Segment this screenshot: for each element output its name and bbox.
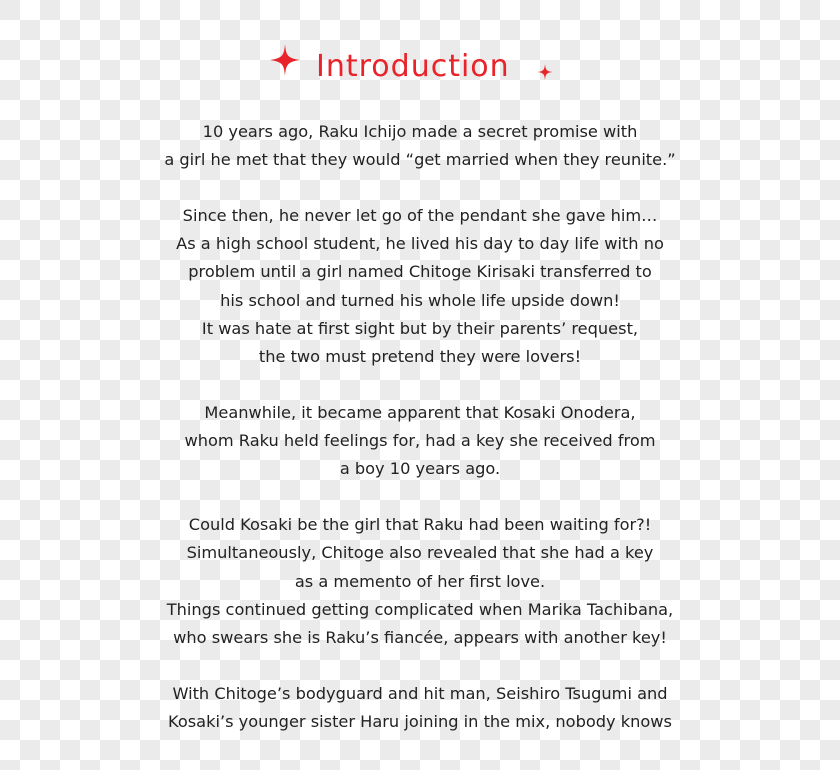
paragraph [0, 399, 840, 483]
text-line: his school and turned his whole life upside down! [220, 290, 620, 310]
text-line: Things continued getting complicated when Marika Tachibana, [166, 599, 674, 619]
text-line: a boy 10 years ago. [339, 459, 501, 479]
text-line: With Chitoge’s bodyguard and hit man, Seishiro Tsugumi and [172, 683, 668, 703]
text-line: the two must pretend they were lovers! [258, 346, 582, 366]
intro-body [0, 118, 840, 764]
paragraph [0, 118, 840, 174]
text-line: It was hate at first sight but by their parents’ request, [201, 318, 639, 338]
sparkle-icon [537, 64, 553, 80]
text-line: whom Raku held feelings for, had a key she received from [184, 431, 656, 451]
paragraph [0, 511, 840, 651]
text-line: As a high school student, he lived his day to day life with no [176, 234, 664, 254]
page-title: Introduction [316, 49, 510, 84]
text-line: Kosaki’s younger sister Haru joining in the mix, nobody knows [168, 711, 672, 731]
text-line: as a memento of her first love. [294, 571, 546, 591]
text-line: Since then, he never let go of the pendant she gave him… [182, 206, 658, 226]
paragraph [0, 202, 840, 371]
text-line: who swears she is Raku’s fiancée, appears with another key! [173, 627, 667, 647]
text-line: a girl he met that they would “get married when they reunite.” [164, 150, 676, 170]
paragraph [0, 680, 840, 736]
sparkle-icon [270, 44, 300, 76]
text-line: 10 years ago, Raku Ichijo made a secret promise with [202, 122, 638, 141]
text-line: Meanwhile, it became apparent that Kosaki Onodera, [204, 402, 636, 422]
text-line: Simultaneously, Chitoge also revealed that she had a key [186, 543, 654, 563]
text-line: problem until a girl named Chitoge Kirisaki transferred to [188, 262, 652, 282]
text-line: Could Kosaki be the girl that Raku had been waiting for?! [188, 515, 652, 535]
